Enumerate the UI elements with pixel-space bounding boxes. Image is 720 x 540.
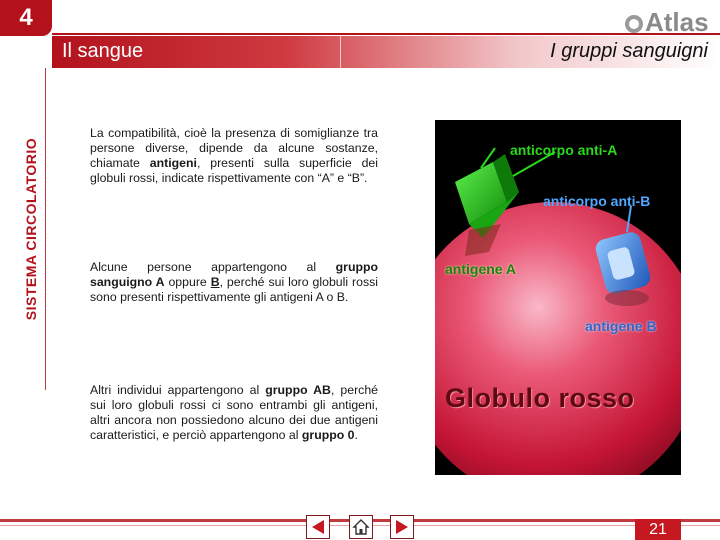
section-title: Il sangue: [62, 40, 144, 62]
paragraph-group-ab-0: Altri individui appartengono al gruppo AB, perché sui loro globuli rossi ci sono entrambi gli antigeni, altri ancora non possiedono alcuno dei due antigeni caratteristici, e perciò appartengono al gruppo 0.: [90, 383, 378, 442]
label-antibody-b: anticorpo anti-B: [543, 193, 651, 209]
red-blood-cell-figure: [435, 120, 681, 475]
logo-text: Atlas: [645, 7, 709, 36]
triangle-left-icon: [309, 518, 327, 536]
label-antigen-a: antigene A: [445, 261, 517, 277]
home-icon: [352, 518, 370, 536]
sidebar-vertical-label: SISTEMA CIRCOLATORIO: [23, 137, 39, 321]
label-antibody-a: anticorpo anti-A: [510, 142, 618, 158]
antigen-b-shape: [605, 290, 649, 306]
next-page-button[interactable]: [390, 515, 414, 539]
page-number: 21: [635, 519, 681, 540]
chapter-number-badge: [0, 0, 52, 36]
label-antigen-b: antigene B: [585, 318, 657, 334]
atlas-logo: [620, 4, 710, 36]
label-red-blood-cell: Globulo rosso: [445, 383, 635, 413]
chapter-number: 4: [19, 4, 33, 31]
paragraph-antigens: La compatibilità, cioè la presenza di somiglianze tra persone diverse, dipende da alcune sostanze, chiamate antigeni, presenti sulla superficie dei globuli rossi, indicate rispettivamente con “A” e “B”.: [90, 126, 378, 185]
paragraph-group-a-b: Alcune persone appartengono al gruppo sanguigno A oppure B, perché sui loro globuli rossi sono presenti rispettivamente gli antigeni A o B.: [90, 260, 378, 304]
previous-page-button[interactable]: [306, 515, 330, 539]
page-title: I gruppi sanguigni: [550, 40, 708, 62]
header-divider: [340, 36, 341, 68]
triangle-right-icon: [393, 518, 411, 536]
home-button[interactable]: [349, 515, 373, 539]
